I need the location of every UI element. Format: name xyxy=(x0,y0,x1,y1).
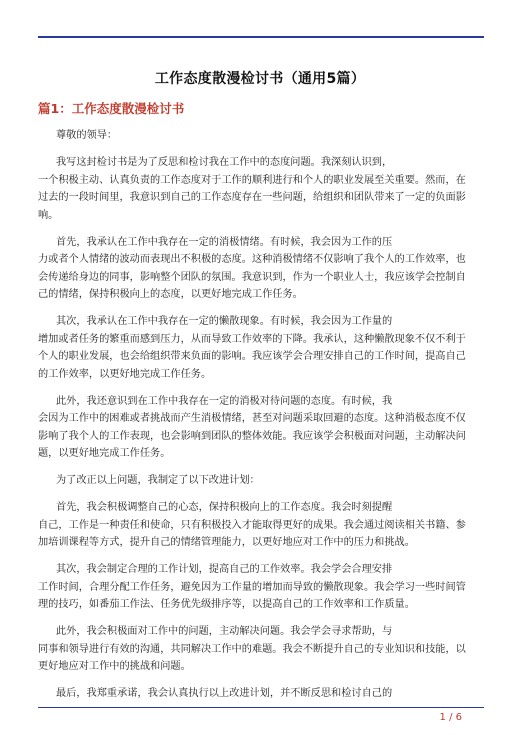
text-line: 其次，我会制定合理的工作计划，提高自己的工作效率。我会学会合理安排 xyxy=(56,564,393,575)
paragraph-first xyxy=(38,234,484,304)
paragraph-plan-intro xyxy=(38,472,484,490)
text-line: 首先，我承认在工作中我存在一定的消极情绪。有时候，我会因为工作的压 xyxy=(56,236,393,248)
text-line: 最后，我郑重承诺，我会认真执行以上改进计划，并不断反思和检讨自己的 xyxy=(56,688,393,699)
text-line: 工作时间，合理分配工作任务，避免因为工作量的增加而导致的懒散现象。我会学习一些时间管 xyxy=(38,581,466,593)
text-line: 此外，我还意识到在工作中我存在一定的消极对待问题的态度。有时候，我 xyxy=(56,395,393,407)
text-line: 响。 xyxy=(38,209,59,221)
paragraph-closing xyxy=(38,685,484,703)
header-rule xyxy=(38,36,484,38)
text-line: 加培训课程等方式，提升自己的情绪管理能力，以更好地应对工作中的压力和挑战。 xyxy=(38,537,415,548)
text-line: 更好地应对工作中的挑战和问题。 xyxy=(38,661,191,672)
text-line: 同事和领导进行有效的沟通，共同解决工作中的难题。我会不断提升自己的专业知识和技能，以 xyxy=(38,643,466,655)
paragraph-plan-first xyxy=(38,499,484,552)
page-number: 1 / 6 xyxy=(439,712,462,723)
text-line: 会传递给身边的同事，影响整个团队的氛围。我意识到，作为一个职业人士，我应该学会控制自 xyxy=(38,271,466,283)
text-line: 其次，我承认在工作中我存在一定的懒散现象。有时候，我会因为工作量的 xyxy=(56,316,393,327)
text-line: 过去的一段时间里，我意识到自己的工作态度存在一些问题，给组织和团队带来了一定的负面影 xyxy=(38,192,466,203)
text-line: 力或者个人情绪的波动而表现出不积极的态度。这种消极情绪不仅影响了我个人的工作效率，也 xyxy=(38,254,466,265)
paragraph-salutation xyxy=(38,127,484,145)
text-line: 尊敬的领导： xyxy=(56,130,118,141)
text-line: 一个积极主动、认真负责的工作态度对于工作的顺利进行和个人的职业发展至关重要。然而，在 xyxy=(38,174,466,186)
text-line: 理的技巧，如番茄工作法、任务优先级排序等，以提高自己的工作效率和工作质量。 xyxy=(38,599,415,610)
paragraph-plan-also xyxy=(38,623,484,676)
text-line: 个人的职业发展，也会给组织带来负面的影响。我应该学会合理安排自己的工作时间，提高自己 xyxy=(38,351,466,362)
text-line: 我写这封检讨书是为了反思和检讨我在工作中的态度问题。我深刻认识到， xyxy=(56,157,393,168)
text-line: 此外，我会积极面对工作中的问题，主动解决问题。我会学会寻求帮助，与 xyxy=(56,626,393,637)
text-line: 自己，工作是一种责任和使命，只有积极投入才能取得更好的成果。我会通过阅读相关书籍、参 xyxy=(38,519,466,531)
section-heading: 篇1：工作态度散漫检讨书 xyxy=(38,101,185,116)
paragraph-also xyxy=(38,393,484,463)
text-line: 为了改正以上问题，我制定了以下改进计划： xyxy=(56,475,260,486)
text-line: 的工作效率，以更好地完成工作任务。 xyxy=(38,368,212,380)
text-line: 影响了我个人的工作表现，也会影响到团队的整体效能。我应该学会积极面对问题，主动解决问 xyxy=(38,430,466,442)
text-line: 题，以更好地完成工作任务。 xyxy=(38,448,171,459)
text-line: 首先，我会积极调整自己的心态，保持积极向上的工作态度。我会时刻提醒 xyxy=(56,502,393,513)
text-line: 增加或者任务的繁重而感到压力，从而导致工作效率的下降。我承认，这种懒散现象不仅不利于 xyxy=(38,333,466,345)
paragraph-second xyxy=(38,313,484,383)
document-title: 工作态度散漫检讨书（通用5篇） xyxy=(154,71,366,87)
text-line: 己的情绪，保持积极向上的态度，以更好地完成工作任务。 xyxy=(38,289,303,300)
footer-rule xyxy=(38,707,484,708)
text-line: 会因为工作中的困难或者挑战而产生消极情绪，甚至对问题采取回避的态度。这种消极态度不仅 xyxy=(38,413,466,424)
paragraph-intro xyxy=(38,154,484,224)
paragraph-plan-second xyxy=(38,561,484,614)
